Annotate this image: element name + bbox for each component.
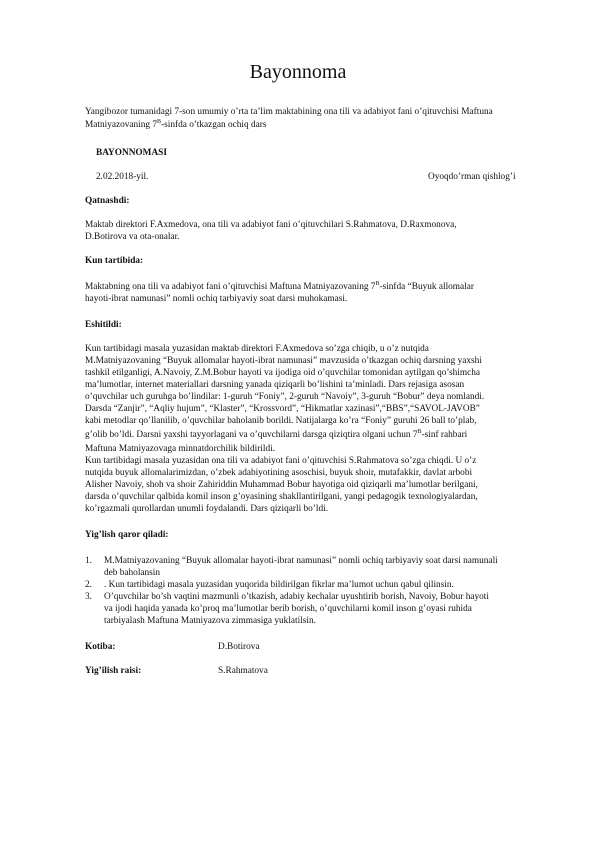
eshitildi-line: kabi metodlar qo’llanilib, o’quvchilar baholanib borildi. Natijalarga ko’ra “Foniy” guruhi 26 ball to’plab, bbox=[85, 416, 477, 426]
kotiba-label: Kotiba: bbox=[85, 642, 116, 652]
header-line-2: Matniyazovaning $7^B$-sinfda o’tkazgan ochiq dars bbox=[85, 119, 267, 130]
bayonnomasi-heading: BAYONNOMASI bbox=[96, 148, 167, 158]
list-item-number: 3. bbox=[85, 592, 92, 602]
qatnashdi-text-1: Maktab direktori F.Axmedova, ona tili va adabiyot fani o’qituvchilari S.Rahmatova, D.Raxmonova, bbox=[85, 220, 457, 230]
list-item-number: 2. bbox=[85, 580, 92, 590]
eshitildi-line: Alisher Navoiy, shoh va shoir Zahiriddin Muhammad Bobur hayotiga oid qiziqarli ma’lumotlar berilgani, bbox=[85, 480, 478, 490]
qaror-heading: Yig’lish qaror qiladi: bbox=[85, 530, 169, 540]
eshitildi-line: ko’rgazmali qurollardan unumli foydalandi. Dars qiziqarli bo’ldi. bbox=[85, 504, 329, 514]
list-item-line: deb baholansin bbox=[104, 568, 161, 578]
list-item-line: tarbiyalash Maftuna Matniyazova zimmasiga yuklatilsin. bbox=[104, 616, 316, 626]
eshitildi-heading: Eshitildi: bbox=[85, 320, 122, 330]
eshitildi-line: tashkil etilganligi, A.Navoiy, Z.M.Bobur hayoti va ijodiga oid o’quvchilar tomonidan aytilgan qo’shimcha bbox=[85, 368, 480, 378]
eshitildi-line: g’olib bo’ldi. Darsni yaxshi tayyorlagani va o’quvchilarni darsga qiziqtira olgani uchun $7^B$-sinf rahbari bbox=[85, 429, 468, 440]
eshitildi-line: darsda o’quvchilar qalbida komil inson g’oyasining shakllantirilgani, yangi pedagogik texnologiyalardan, bbox=[85, 492, 478, 502]
list-item-line: M.Matniyazovaning “Buyuk allomalar hayoti-ibrat namunasi” nomli ochiq tarbiyaviy soat darsi namunali bbox=[104, 556, 498, 566]
eshitildi-line: nutqida buyuk allomalarimizdan, o’zbek adabiyotining asoschisi, buyuk shoir, mutafakkir, davlat arbobi bbox=[85, 468, 473, 478]
kun-tartibida-heading: Kun tartibida: bbox=[85, 256, 144, 266]
document-title: Bayonnoma bbox=[249, 61, 347, 83]
kotiba-name: D.Botirova bbox=[218, 642, 260, 652]
raisi-label: Yig’ilish raisi: bbox=[85, 666, 142, 676]
meeting-place: Oyoqdo’rman qishlog’i bbox=[428, 172, 516, 182]
eshitildi-line: Kun tartibidagi masala yuzasidan ona tili va adabiyot fani o’qituvchisi S.Rahmatova so’zga chiqdi. U o’z bbox=[85, 456, 477, 466]
eshitildi-line: ma’lumotlar, internet materiallari darsning yanada qiziqarli bo’lishini ta’minladi. Dars rejasiga asosan bbox=[85, 380, 465, 390]
eshitildi-line: M.Matniyazovaning “Buyuk allomalar hayoti-ibrat namunasi” mavzusida o’tkazgan ochiq darsning yaxshi bbox=[85, 356, 482, 366]
list-item-line: . Kun tartibidagi masala yuzasidan yuqorida bildirilgan fikrlar ma’lumot uchun qabul qilinsin. bbox=[104, 580, 454, 590]
eshitildi-line: Maftuna Matniyazovaga minnatdorchilik bildirildi. bbox=[85, 444, 276, 454]
list-item-line: O’quvchilar bo’sh vaqtini mazmunli o’tkazish, adabiy kechalar uyushtirib borish, Navoiy, Bobur hayoti bbox=[104, 592, 489, 602]
header-line-1: Yangibozor tumanidagi 7-son umumiy o’rta ta’lim maktabining ona tili va adabiyot fani o’qituvchisi Maftuna bbox=[85, 107, 493, 117]
kun-text-2: hayoti-ibrat namunasi” nomli ochiq tarbiyaviy soat darsi muhokamasi. bbox=[85, 294, 348, 304]
eshitildi-line: Kun tartibidagi masala yuzasidan maktab direktori F.Axmedova so’zga chiqib, u o’z nutqida bbox=[85, 344, 429, 354]
kun-text-1: Maktabning ona tili va adabiyot fani o’qituvchisi Maftuna Matniyazovaning $7^B$-sinfda “Buyuk allomalar bbox=[85, 281, 474, 292]
meeting-date: 2.02.2018-yil. bbox=[96, 172, 149, 182]
eshitildi-line: o’quvchilar uch guruhga bo’lindilar: 1-guruh “Foniy”, 2-guruh “Navoiy”, 3-guruh “Bobur” deya nomlandi. bbox=[85, 392, 485, 402]
qatnashdi-text-2: D.Botirova va ota-onalar. bbox=[85, 232, 180, 242]
qatnashdi-heading: Qatnashdi: bbox=[85, 196, 130, 206]
list-item-number: 1. bbox=[85, 556, 92, 566]
eshitildi-line: Darsda “Zanjir”, “Aqliy hujum”, “Klaster”, “Krossvord”, “Hikmatlar xazinasi”,“BBS”,“SAVOL-JAVOB” bbox=[85, 404, 480, 414]
raisi-name: S.Rahmatova bbox=[218, 666, 268, 676]
list-item-line: va ijodi haqida yanada ko’proq ma’lumotlar berib borish, o’quvchilarni komil inson g’oyasi ruhida bbox=[104, 604, 472, 614]
